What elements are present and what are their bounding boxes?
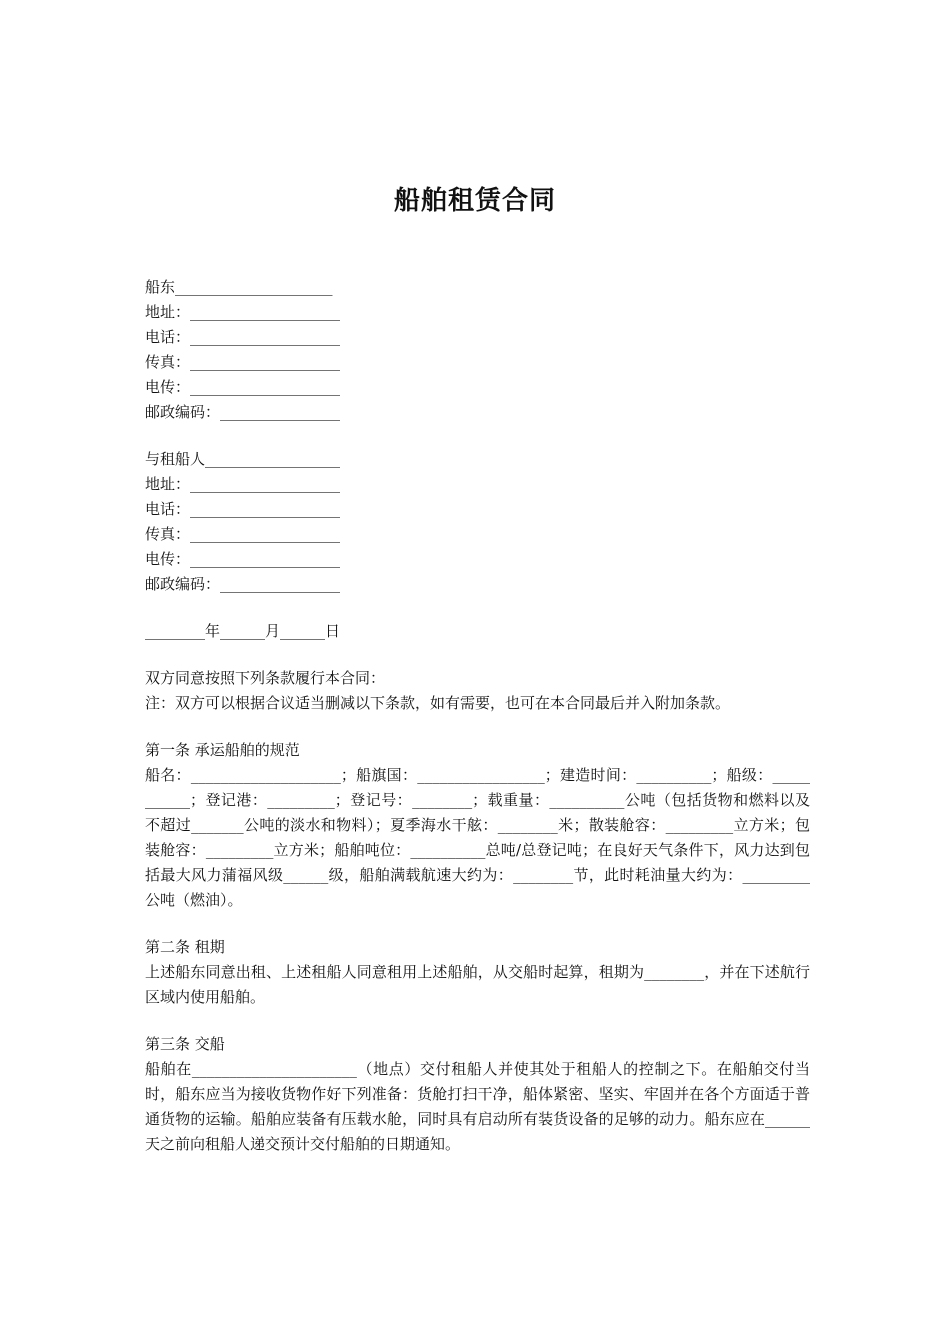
article-body: 船舶在______________________（地点）交付租船人并使其处于租船人的控制之下。在船舶交付当时，船东应当为接收货物作好下列准备：货舱打扫干净，船体紧密、坚实、牢固并在各个方面适于普通货物的运输。船舶应装备有压载水舱，同时具有启动所有装货设备的足够的动力。船东应在______天之前向租船人递交预计交付船舶的日期通知。 xyxy=(145,1060,810,1153)
shipowner-telex-field: 电传：____________________ xyxy=(145,378,341,396)
article-3 xyxy=(145,1032,810,1157)
charterer-postcode-field: 邮政编码：________________ xyxy=(145,575,341,593)
article-heading: 第二条 租期 xyxy=(145,938,225,956)
spacer xyxy=(145,425,810,447)
charterer-telex-field: 电传：____________________ xyxy=(145,550,341,568)
article-heading: 第一条 承运船舶的规范 xyxy=(145,741,300,759)
charterer-address-field: 地址：____________________ xyxy=(145,475,341,493)
charterer-phone-field: 电话：____________________ xyxy=(145,500,341,518)
shipowner-phone-field: 电话：____________________ xyxy=(145,328,341,346)
spacer xyxy=(145,716,810,738)
article-heading: 第三条 交船 xyxy=(145,1035,225,1053)
intro-note: 注：双方可以根据合议适当删减以下条款，如有需要，也可在本合同最后并入附加条款。 xyxy=(145,694,731,712)
charterer-section xyxy=(145,447,810,597)
charterer-fax-field: 传真：____________________ xyxy=(145,525,341,543)
article-2 xyxy=(145,935,810,1010)
document-title: 船舶租赁合同 xyxy=(393,186,556,216)
shipowner-address-field: 地址：____________________ xyxy=(145,303,341,321)
article-body: 上述船东同意出租、上述租船人同意租用上述船舶，从交船时起算，租期为________，并在下述航行区域内使用船舶。 xyxy=(145,963,810,1006)
article-1 xyxy=(145,738,810,913)
shipowner-section xyxy=(145,275,810,425)
spacer xyxy=(145,597,810,619)
shipowner-postcode-field: 邮政编码：________________ xyxy=(145,403,341,421)
spacer xyxy=(145,1010,810,1032)
shipowner-fax-field: 传真：____________________ xyxy=(145,353,341,371)
charterer-name-field: 与租船人__________________ xyxy=(145,450,341,468)
spacer xyxy=(145,913,810,935)
intro-agreement: 双方同意按照下列条款履行本合同： xyxy=(145,669,386,687)
spacer xyxy=(145,644,810,666)
document-body xyxy=(145,275,810,1157)
shipowner-name-field: 船东_____________________ xyxy=(145,278,333,296)
article-body: 船名：____________________；船旗国：_________________；建造时间：__________；船级：___________；登记港：_________；登记号：________；载重量：__________公吨（包括货物和燃料以及不超过_______公吨的淡水和物料）；夏季海水干舷：________米；散装舱容：_________立方米；包装舱容：_________立方米；船舶吨位：__________总吨/总登记吨；在良好天气条件下，风力达到包括最大风力蒲福风级______级，船舶满载航速大约为：________节，此时耗油量大约为：_________公吨（燃油）。 xyxy=(145,766,810,909)
contract-date-line: ________年______月______日 xyxy=(145,622,341,640)
